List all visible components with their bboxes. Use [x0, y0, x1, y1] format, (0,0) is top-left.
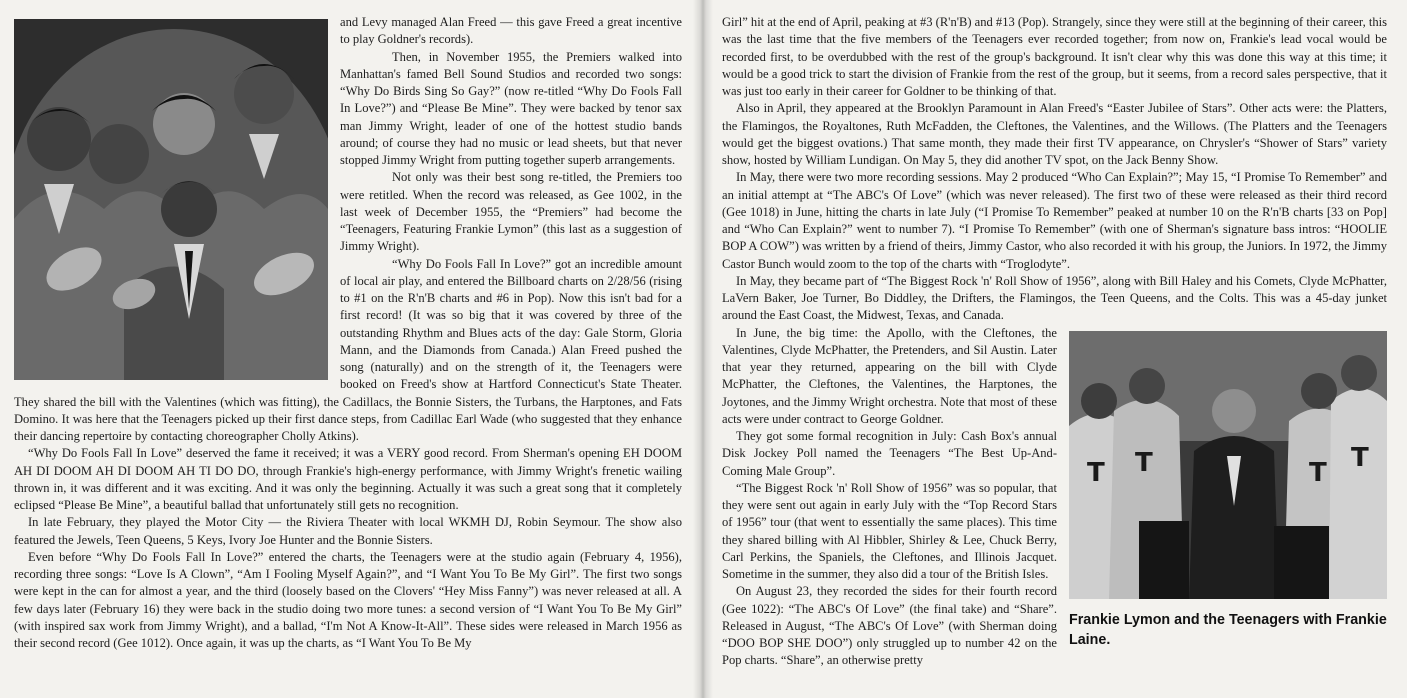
right-page	[700, 0, 1407, 698]
right-paragraph-2: Also in April, they appeared at the Brooklyn Paramount in Alan Freed's “Easter Jubilee of Stars”. Other acts were: the Platters, the Flamingos, the Royaltones, Ruth McFadden, the Cleftones, the Valentines, and the Willows. (The Platters and the Teenagers would get the biggest ovations.) That same month, they made their first TV appearance, on Chrysler's “Shower of Stars” variety show, hosted by William Lundigan. On May 5, they did another TV spot, on the Jack Benny Show.	[722, 101, 1387, 167]
right-paragraph-4: In May, they became part of “The Biggest Rock 'n' Roll Show of 1956”, along with Bill Haley and his Comets, Clyde McPhatter, LaVern Baker, Joe Turner, Bo Diddley, the Drifters, the Flamingos, the Teen Queens, and the Colts. This was a 45-day junket around the East Coast, the Midwest, Texas, and Canada.	[722, 273, 1387, 323]
group-photo-image	[14, 19, 328, 380]
right-paragraph-1: Girl” hit at the end of April, peaking at #3 (R'n'B) and #13 (Pop). Strangely, since they were still at the beginning of their career, this was the last time that the five members of the Teenagers ever recorded together; from now on, Frankie's lead vocal would be recorded first, to be overdubbed with the rest of the group's background. It isn't clear why this was done this way at this time; it would be a good trick to start the division of Frankie from the rest of the group, but it seems, from a record sales perspective, that it was just too early in their career for Goldner to be thinking of that.	[722, 15, 1387, 98]
svg-text:T: T	[1087, 457, 1105, 488]
left-paragraph-7: Even before “Why Do Fools Fall In Love?” entered the charts, the Teenagers were at the studio again (February 4, 1956), recording three songs: “Love Is A Clown”, “Am I Fooling Myself Again?”, and “I Want You To Be My Girl”. The first two songs were kept in the can for almost a year, and the third (loosely based on the Clovers' “Hey Miss Fanny”) was never released at all. A few days later (February 16) they were back in the studio doing two more tunes: a second version of “I Want You To Be My Girl” (with inspired sax work from Jimmy Wright), and a ballad, “I'm Not A Know-It-All”. These sides were released in March 1956 as their second record (Gee 1012). Once again, it was up the charts, as “I Want You To Be My	[14, 549, 682, 650]
photo-caption: Frankie Lymon and the Teenagers with Frankie Laine.	[1069, 611, 1387, 648]
right-paragraph-6: They got some formal recognition in July: Cash Box's annual Disk Jockey Poll named the Teenagers “The Best Up-And-Coming Male Group”.	[722, 429, 1057, 478]
left-paragraph-1: and Levy managed Alan Freed — this gave Freed a great incentive to play Goldner's records).	[340, 15, 682, 47]
svg-text:T: T	[1351, 442, 1369, 473]
right-paragraph-5: In June, the big time: the Apollo, with the Cleftones, the Valentines, Clyde McPhatter, the Pretenders, and Sil Austin. Later that year they returned, appearing on the bill with Clyde McPhatter, the Cleftones, the Valentines, the Harptones, the Joytones, and the Jimmy Wright orchestra. Note that most of these acts were under contract to George Goldner.	[722, 325, 1057, 426]
left-paragraph-5: “Why Do Fools Fall In Love” deserved the fame it received; it was a VERY good record. From Sherman's opening EH DOOM AH DI DOOM AH DI DOOM AH TI DO DO, through Frankie's high-energy performance, with Jimmy Wright's frenetic wailing thrown in, it was different and it was exciting. And it was only the beginning. Actually it was such a great song that it completely eclipsed “Please Be Mine”, a beautiful ballad that unfortunately still gets no recognition.	[14, 446, 682, 512]
svg-text:T: T	[1135, 447, 1153, 478]
left-paragraph-4: “Why Do Fools Fall In Love?” got an incredible amount of local air play, and entered the Billboard charts on 2/28/56 (rising to #1 on the R'n'B charts and #6 in Pop). Now this isn't bad for a first record! (It was so big that it was covered by three of the outstanding Rhythm and Blues acts of the day: Gale Storm, Gloria Mann, and the Diamonds from Canada.) Alan Freed pushed the song (naturally) and on the strength of it, the Teenagers were booked on Freed's show at Hartford Connecticut's State Theater. They shared the bill with the Valentines (which was fitting), the Cadillacs, the Bonnie Sisters, the Turbans, the Harptones, and Fats Domino. It was here that the Teenagers picked up their first dance steps, from Cadillac Earl Wade (who suggested that they enhance their dancing repertoire by contacting choreographer Cholly Atkins).	[14, 256, 682, 443]
frankie-laine-photo-image	[1069, 331, 1387, 599]
svg-text:T: T	[1309, 457, 1327, 488]
left-page	[0, 0, 700, 698]
teenagers-with-frankie-laine-photo	[1069, 331, 1387, 599]
left-paragraph-6: In late February, they played the Motor City — the Riviera Theater with local WKMH DJ, Robin Seymour. The show also featured the Jewels, Teen Queens, 5 Keys, Ivory Joe Hunter and the Bonnie Sisters.	[14, 515, 682, 547]
left-paragraph-2: Then, in November 1955, the Premiers walked into Manhattan's famed Bell Sound Studios and recorded two songs: “Why Do Birds Sing So Gay?” (now re-titled “Why Do Fools Fall In Love?”) and “Please Be Mine”. They were backed by tenor sax man Jimmy Wright, leader of one of the hottest studio bands around; of course they had no music or lead sheets, but that never stopped Jimmy Wright from putting together superb arrangements.	[340, 49, 682, 167]
right-paragraph-8: On August 23, they recorded the sides for their fourth record (Gee 1022): “The ABC's Of Love” (the final take) and “Share”. Released in August, “The ABC's Of Love” (with Sherman doing “DOO BOP SHE DOO”) only struggled up to number 42 on the Pop charts. “Share”, an otherwise pretty	[722, 584, 1057, 668]
group-photo	[14, 19, 328, 380]
right-paragraph-3: In May, there were two more recording sessions. May 2 produced “Who Can Explain?”; May 15, “I Promise To Remember” and an initial attempt at “The ABC's Of Love” (which was never released). The first two of these were released as their third record (Gee 1018) in June, hitting the charts in late July (“I Promise To Remember” peaked at number 10 on the R'n'B charts [33 on Pop] and “Who Can Explain?” went to number 7). “I Promise To Remember” (with one of Sherman's signature bass intros: “HOOLIE BOP A COW”) was written by a friend of theirs, Jimmy Castor, who also recorded it with his group, the Juniors. In 1972, the Jimmy Castor Bunch would zoom to the top of the charts with “Troglodyte”.	[722, 170, 1387, 271]
right-paragraph-7: “The Biggest Rock 'n' Roll Show of 1956” was so popular, that they were sent out again in early July with the “Top Record Stars of 1956” tour (that went to essentially the same places). This time they shared billing with Al Hibbler, Shirley & Lee, Chuck Berry, Carl Perkins, the Spaniels, the Cleftones, and Illinois Jacquet. Sometime in the summer, they also did a tour of the British Isles.	[722, 480, 1057, 581]
left-paragraph-3: Not only was their best song re-titled, the Premiers too were retitled. When the record was released, as Gee 1002, in the last week of December 1955, the “Premiers” had become the “Teenagers, Featuring Frankie Lymon” (this last as a suggestion of Jimmy Wright).	[340, 170, 682, 254]
